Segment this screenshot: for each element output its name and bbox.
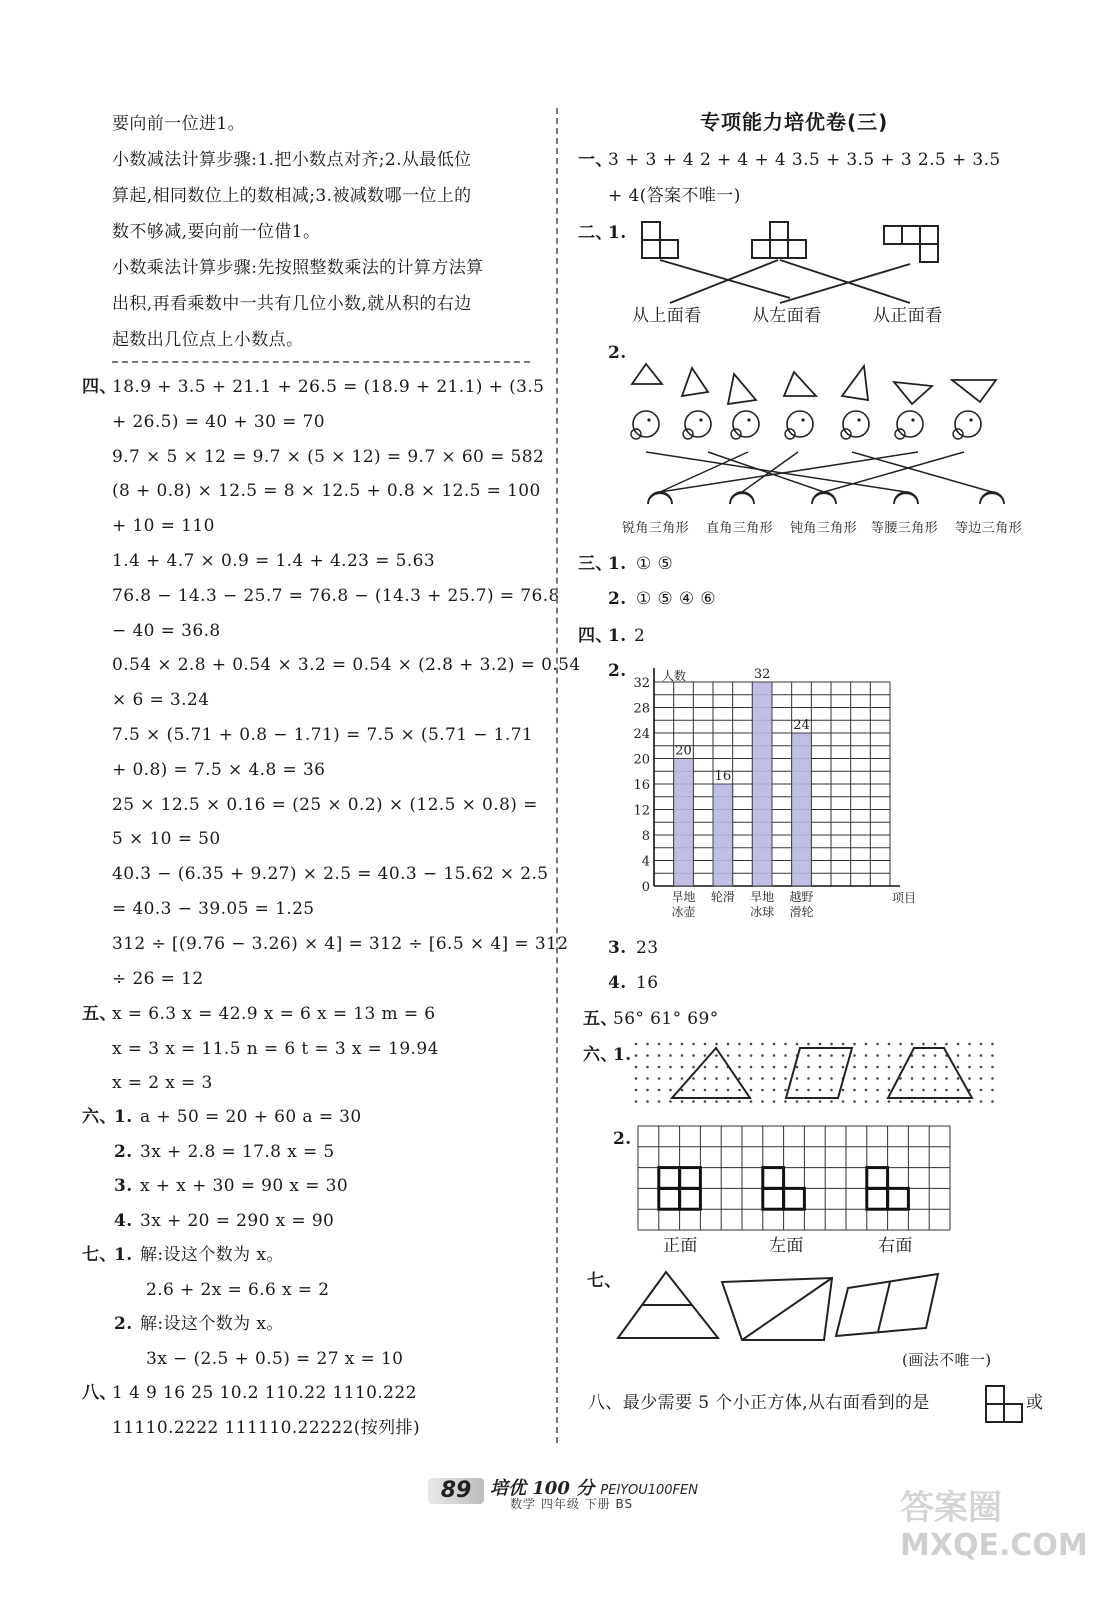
s6-text: a + 50 = 20 + 60 a = 30	[140, 1107, 362, 1127]
s4-line: × 6 = 3.24	[112, 690, 210, 711]
s4-line: (8 + 0.8) × 12.5 = 8 × 12.5 + 0.8 × 12.5 = 100	[112, 481, 541, 502]
bar	[792, 733, 812, 886]
r3-1-answer: ① ⑤	[636, 554, 674, 574]
triangle-type-label: 等腰三角形	[871, 521, 939, 536]
r2-1-number: 1.	[608, 223, 627, 243]
category-label: 旱地	[750, 890, 775, 904]
s5-line: x = 6.3 x = 42.9 x = 6 x = 13 m = 6	[112, 1004, 436, 1024]
r1-label: 一、	[578, 150, 613, 170]
view-label-top: 从上面看	[632, 306, 702, 326]
s4-line: 312 ÷ [(9.76 − 3.26) × 4] = 312 ÷ [6.5 × 4] = 312	[112, 933, 569, 954]
cube-views-grid	[636, 1124, 958, 1234]
r4-3-number: 3.	[608, 938, 627, 958]
s4-line: 25 × 12.5 × 0.16 = (25 × 0.2) × (12.5 × 0.8) =	[112, 794, 538, 815]
moon-marker	[894, 492, 918, 504]
category-label: 冰壶	[671, 905, 696, 919]
s4-line: = 40.3 − 39.05 = 1.25	[112, 899, 315, 919]
intro-line: 要向前一位进1。	[112, 114, 246, 134]
triangle-shape	[952, 380, 996, 402]
y-tick-label: 16	[633, 778, 650, 793]
s6-number: 1.	[114, 1107, 133, 1127]
match-line	[852, 452, 992, 492]
grid-label-front: 正面	[663, 1236, 698, 1256]
s7-text: 解:设这个数为 x。	[140, 1314, 284, 1334]
s5-line: x = 3 x = 11.5 n = 6 t = 3 x = 19.94	[112, 1038, 439, 1059]
s7-text: 解:设这个数为 x。	[140, 1245, 284, 1265]
bar	[674, 759, 694, 887]
intro-line: 起数出几位点上小数点。	[112, 330, 304, 350]
r4-3-answer: 23	[636, 938, 659, 958]
bird-figure	[631, 411, 659, 439]
front-view-shape	[659, 1168, 701, 1210]
brand-title: 培优 100 分	[490, 1478, 595, 1499]
y-tick-label: 8	[641, 829, 650, 844]
r6-2-number: 2.	[613, 1129, 632, 1149]
r4-1-number: 1.	[608, 626, 627, 646]
y-tick-label: 0	[641, 880, 650, 895]
r3-label: 三、	[578, 554, 613, 574]
y-tick-label: 24	[633, 727, 650, 742]
s4-line: 40.3 − (6.35 + 9.27) × 2.5 = 40.3 − 15.62 × 2.5	[112, 864, 549, 885]
y-tick-label: 28	[633, 701, 650, 717]
s4-line: 18.9 + 3.5 + 21.1 + 26.5 = (18.9 + 21.1) + (3.5	[112, 377, 545, 397]
moon-marker	[812, 492, 836, 504]
bird-figure	[953, 411, 981, 439]
moon-marker	[648, 492, 672, 504]
triangle-shape	[894, 382, 932, 404]
triangle-shape	[842, 366, 868, 400]
r3-2-answer: ① ⑤ ④ ⑥	[636, 589, 716, 609]
s6-text: 3x + 20 = 290 x = 90	[140, 1210, 335, 1231]
category-label: 轮滑	[710, 890, 735, 904]
bar-value-label: 16	[714, 769, 732, 784]
s6-text: x + x + 30 = 90 x = 30	[140, 1176, 349, 1196]
bird-figure	[731, 411, 759, 439]
r8-answer: 八、最少需要 5 个小正方体,从右面看到的是	[588, 1393, 930, 1413]
r1-line-2: + 4(答案不唯一)	[608, 186, 741, 206]
bird-figure	[841, 411, 869, 439]
s7-number: 2.	[114, 1314, 133, 1334]
match-line	[660, 452, 748, 492]
triangle-shape	[632, 364, 662, 384]
match-line	[824, 452, 964, 492]
triangle-matching-diagram	[616, 372, 1036, 522]
s4-line: + 10 = 110	[112, 516, 215, 537]
y-axis-label: 人数	[662, 669, 687, 683]
section-7-label: 七、	[82, 1245, 117, 1265]
bar-value-label: 20	[675, 743, 692, 759]
category-label: 滑轮	[789, 905, 814, 919]
bird-figure	[785, 411, 813, 439]
r1-line-1: 3 + 3 + 4 2 + 4 + 4 3.5 + 3.5 + 3 2.5 + 3.5	[608, 150, 1001, 170]
r4-label: 四、	[578, 626, 613, 646]
brand-english: PEIYOU100FEN	[600, 1483, 698, 1498]
r8-tail: 或	[1026, 1393, 1044, 1413]
s7-number: 1.	[114, 1245, 133, 1265]
s7-text: 3x − (2.5 + 0.5) = 27 x = 10	[146, 1348, 404, 1369]
triangle-type-label: 锐角三角形	[622, 521, 690, 536]
triangle-type-label: 等边三角形	[955, 521, 1023, 536]
category-label: 越野	[789, 890, 814, 904]
page-number: 89	[428, 1478, 484, 1504]
s4-line: 0.54 × 2.8 + 0.54 × 3.2 = 0.54 × (2.8 + 3.2) = 0.54	[112, 655, 581, 676]
s4-line: 9.7 × 5 × 12 = 9.7 × (5 × 12) = 9.7 × 60 = 582	[112, 446, 545, 467]
triangle-shape	[682, 368, 708, 396]
bar	[713, 784, 733, 886]
r3-2-number: 2.	[608, 589, 627, 609]
grid-label-right: 右面	[878, 1236, 913, 1256]
y-tick-label: 20	[633, 752, 650, 768]
s4-line: − 40 = 36.8	[112, 620, 221, 641]
grid-label-left: 左面	[769, 1236, 804, 1256]
s6-number: 4.	[114, 1210, 133, 1231]
y-tick-label: 32	[633, 676, 650, 691]
s4-line: 7.5 × (5.71 + 0.8 − 1.71) = 7.5 × (5.71 − 1.71	[112, 725, 534, 745]
divided-shapes-drawing	[614, 1270, 944, 1342]
s4-line: + 0.8) = 7.5 × 4.8 = 36	[112, 759, 326, 780]
s4-line: 76.8 − 14.3 − 25.7 = 76.8 − (14.3 + 25.7) = 76.8	[112, 585, 560, 606]
watermark-title: 答案圈	[900, 1488, 1002, 1528]
bird-figure	[683, 411, 711, 439]
r6-label: 六、	[583, 1045, 618, 1065]
right-view-shape	[867, 1168, 909, 1210]
s4-line: 1.4 + 4.7 × 0.9 = 1.4 + 4.23 = 5.63	[112, 551, 436, 571]
r5-answer: 56° 61° 69°	[613, 1009, 719, 1029]
r7-note: (画法不唯一)	[902, 1351, 992, 1369]
left-view-shape	[763, 1168, 805, 1210]
bird-figure	[895, 411, 923, 439]
r2-2-number: 2.	[608, 343, 627, 363]
s6-number: 3.	[114, 1176, 133, 1196]
y-tick-label: 12	[633, 803, 650, 819]
r4-1-answer: 2	[634, 626, 646, 646]
x-axis-label: 项目	[892, 891, 917, 905]
y-tick-label: 4	[641, 854, 650, 870]
triangle-type-label: 钝角三角形	[790, 521, 858, 536]
r6-1-number: 1.	[613, 1045, 632, 1065]
triangle-shape	[784, 372, 816, 396]
section-8-label: 八、	[82, 1383, 117, 1403]
moon-marker	[980, 492, 1004, 504]
r3-1-number: 1.	[608, 554, 627, 574]
watermark-url: MXQE.COM	[900, 1528, 1088, 1563]
r4-4-answer: 16	[636, 973, 659, 993]
category-label: 旱地	[671, 890, 696, 904]
bar	[752, 682, 772, 886]
s4-line: + 26.5) = 40 + 30 = 70	[112, 411, 325, 432]
r5-label: 五、	[583, 1009, 618, 1029]
book-info: 数学 四年级 下册 BS	[510, 1497, 634, 1511]
section-6-label: 六、	[82, 1107, 117, 1127]
section-5-label: 五、	[82, 1004, 117, 1024]
dot-grid-drawings	[632, 1040, 1004, 1108]
s7-text: 2.6 + 2x = 6.6 x = 2	[146, 1279, 330, 1300]
triangle-type-label: 直角三角形	[706, 521, 774, 536]
column-divider	[556, 108, 558, 1443]
s6-text: 3x + 2.8 = 17.8 x = 5	[140, 1141, 335, 1162]
moon-marker	[730, 492, 754, 504]
category-label: 冰球	[750, 905, 775, 919]
bar-chart	[630, 660, 930, 930]
s4-line: ÷ 26 = 12	[112, 968, 204, 989]
r4-4-number: 4.	[608, 973, 627, 993]
r2-label: 二、	[578, 223, 613, 243]
s4-line: 5 × 10 = 50	[112, 829, 221, 850]
intro-line: 出积,再看乘数中一共有几位小数,就从积的右边	[112, 294, 472, 314]
intro-line: 算起,相同数位上的数相减;3.被减数哪一位上的	[112, 186, 472, 206]
bar-value-label: 24	[793, 718, 810, 733]
intro-line: 小数减法计算步骤:1.把小数点对齐;2.从最低位	[112, 150, 472, 170]
s8-line: 11110.2222 111110.22222(按列排)	[112, 1417, 420, 1438]
section-divider	[112, 361, 530, 363]
view-label-left: 从左面看	[752, 306, 822, 326]
page-title: 专项能力培优卷(三)	[700, 110, 889, 134]
intro-line: 数不够减,要向前一位借1。	[112, 222, 321, 242]
s8-line: 1 4 9 16 25 10.2 110.22 1110.222	[112, 1383, 417, 1403]
r4-2-number: 2.	[608, 661, 627, 681]
match-line	[708, 452, 824, 492]
intro-line: 小数乘法计算步骤:先按照整数乘法的计算方法算	[112, 258, 484, 278]
bar-value-label: 32	[753, 667, 771, 682]
match-line	[646, 452, 906, 492]
r7-label: 七、	[587, 1271, 622, 1291]
triangle-shape	[728, 374, 756, 404]
view-label-front: 从正面看	[873, 306, 943, 326]
s5-line: x = 2 x = 3	[112, 1073, 213, 1093]
section-4-label: 四、	[82, 377, 117, 397]
right-view-shape	[984, 1384, 1028, 1424]
s6-number: 2.	[114, 1141, 133, 1162]
